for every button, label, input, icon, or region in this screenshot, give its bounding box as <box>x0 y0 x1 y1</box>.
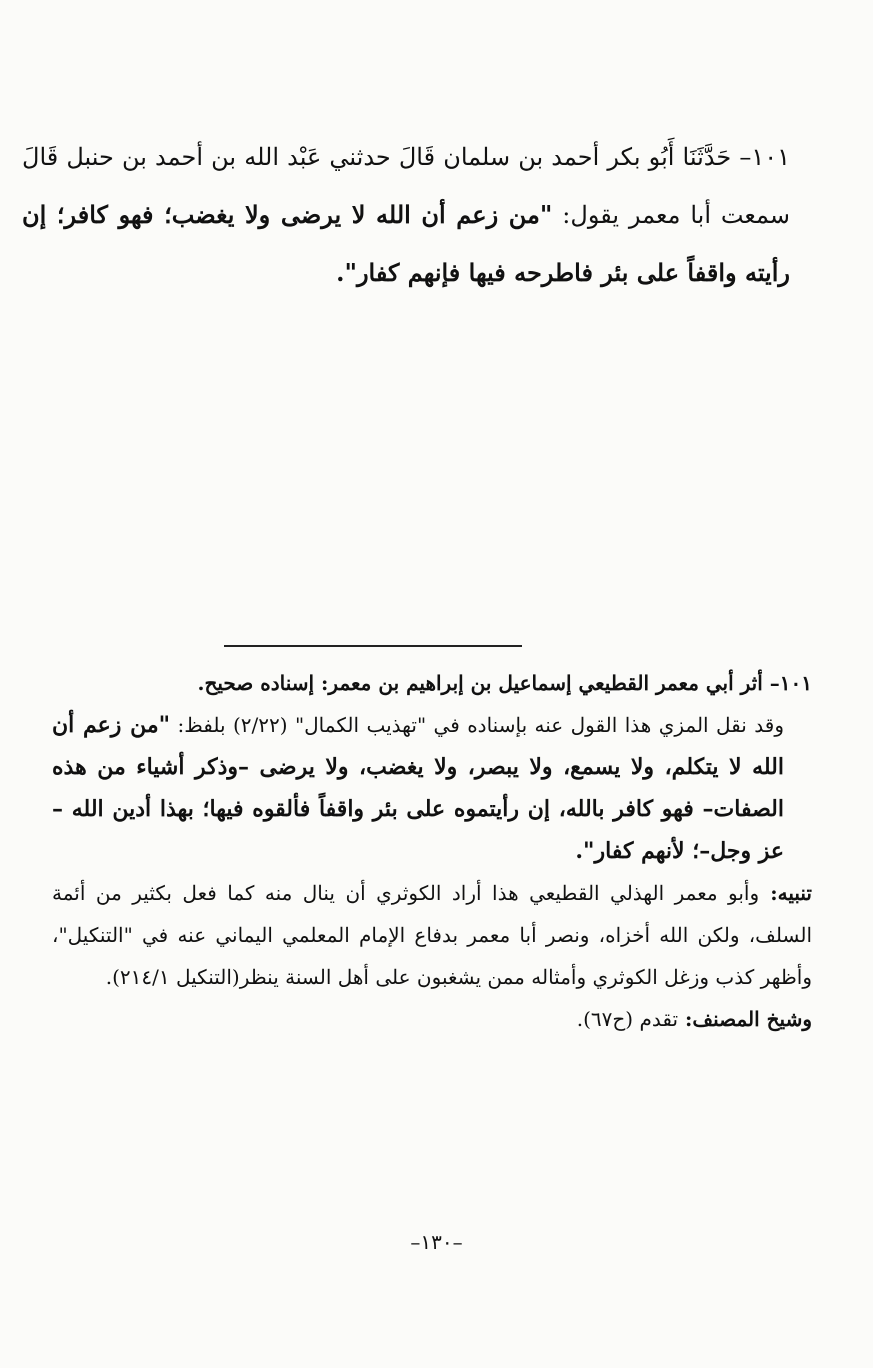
footnotes <box>52 662 812 1040</box>
tanbih-label: تنبيه: <box>759 881 812 905</box>
tanbih-text: وأبو معمر الهذلي القطيعي هذا أراد الكوثري أن ينال منه كما فعل بكثير من أئمة السلف، ولكن الله أخزاه، ونصر أبا معمر بدفاع الإمام المعلمي اليماني عنه في "التنكيل"، وأظهر كذب وزغل الكوثري وأمثاله ممن يشغبون على أهل السنة ينظر(التنكيل ٢١٤/١). <box>52 881 812 989</box>
shaykh-label: وشيخ المصنف: <box>678 1007 812 1031</box>
main-text-quote: "من زعم أن الله لا يرضى ولا يغضب؛ فهو كافر؛ إن رأيته واقفاً على بئر فاطرحه فيها فإنهم كفار". <box>22 200 790 287</box>
main-text-narration: ١٠١– حَدَّثَنَا أَبُو بكر أحمد بن سلمان قَالَ حدثني عَبْد الله بن أحمد بن حنبل قَالَ سمعت أبا معمر يقول: <box>22 143 790 229</box>
footnote-quote-intro: وقد نقل المزي هذا القول عنه بإسناده في "تهذيب الكمال" (٢/٢٢) بلفظ: <box>170 713 784 737</box>
main-text <box>22 128 790 302</box>
footnote-heading: ١٠١– أثر أبي معمر القطيعي إسماعيل بن إبراهيم بن معمر: إسناده صحيح. <box>197 671 812 695</box>
footnote-tanbih <box>52 872 812 998</box>
page-number: –١٣٠– <box>410 1230 463 1254</box>
shaykh-text: تقدم (ح٦٧). <box>576 1007 679 1031</box>
footnote-quote-text: "من زعم أن الله لا يتكلم، ولا يسمع، ولا يبصر، ولا يغضب، ولا يرضى –وذكر أشياء من هذه الصفات– فهو كافر بالله، إن رأيتموه على بئر واقفاً فألقوه فيها؛ بهذا أدين الله –عز وجل–؛ لأنهم كفار". <box>52 712 784 864</box>
footnote-quote-paragraph <box>52 704 812 872</box>
footnote-divider <box>224 645 522 647</box>
footnote-shaykh <box>52 998 812 1040</box>
